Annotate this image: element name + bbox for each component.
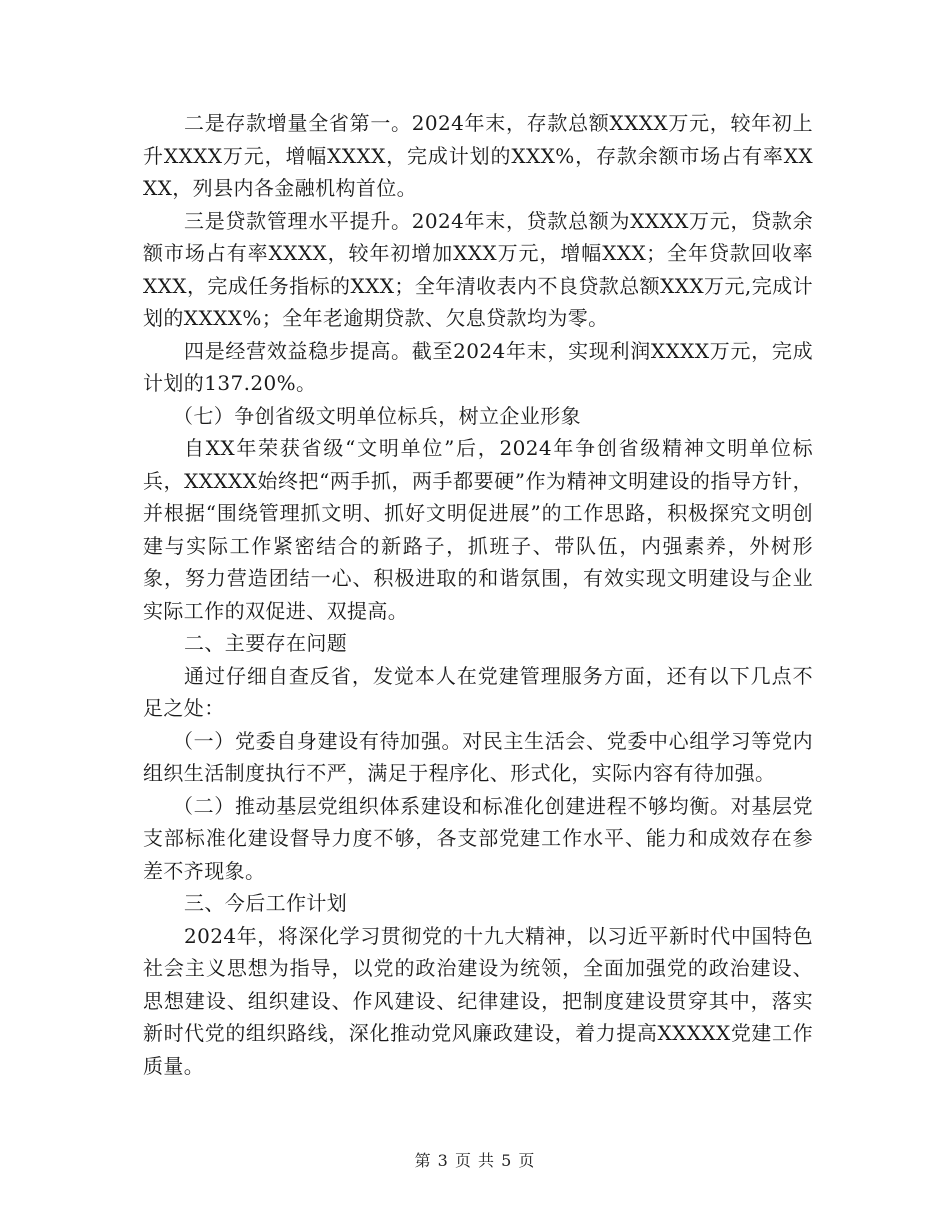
paragraph-deposit-growth: 二是存款增量全省第一。2024年末，存款总额XXXX万元，较年初上升XXXX万元，增幅XXXX，完成计划的XXX%，存款余额市场占有率XXXX，列县内各金融机构首位。	[143, 111, 813, 200]
section-heading-civilization: （七）争创省级文明单位标兵，树立企业形象	[173, 403, 581, 428]
page-number: 第 3 页 共 5 页	[414, 1151, 536, 1170]
paragraph-civilization: 自XX年荣获省级“文明单位”后，2024年争创省级精神文明单位标兵，XXXXX始终把“两手抓，两手都要硬”作为精神文明建设的指导方针，并根据“围绕管理抓文明、抓好文明促进展”的工作思路，积极探究文明创建与实际工作紧密结合的新路子，抓班子、带队伍，内强素养，外树形象，努力营造团结一心、积极进取的和谐氛围，有效实现文明建设与企业实际工作的双促进、双提高。	[143, 436, 813, 623]
section-heading-plan: 三、今后工作计划	[184, 891, 348, 915]
paragraph-problem-two: （二）推动基层党组织体系建设和标准化创建进程不够均衡。对基层党支部标准化建设督导力度不够，各支部党建工作水平、能力和成效存在参差不齐现象。	[143, 793, 813, 883]
paragraph-plan: 2024年，将深化学习贯彻党的十九大精神，以习近平新时代中国特色社会主义思想为指导，以党的政治建设为统领，全面加强党的政治建设、思想建设、组织建设、作风建设、纪律建设，把制度建设贯穿其中，落实新时代党的组织路线，深化推动党风廉政建设，着力提高XXXXX党建工作质量。	[143, 923, 813, 1078]
paragraph-problem-one: （一）党委自身建设有待加强。对民主生活会、党委中心组学习等党内组织生活制度执行不严，满足于程序化、形式化，实际内容有待加强。	[143, 728, 813, 785]
paragraph-self-review: 通过仔细自查反省，发觉本人在党建管理服务方面，还有以下几点不足之处：	[143, 663, 813, 720]
document-body	[143, 107, 813, 1082]
paragraph-profit: 四是经营效益稳步提高。截至2024年末，实现利润XXXX万元，完成计划的137.20%。	[143, 338, 813, 395]
paragraph-loan-management: 三是贷款管理水平提升。2024年末，贷款总额为XXXX万元，贷款余额市场占有率XXXX，较年初增加XXX万元，增幅XXX；全年贷款回收率XXX，完成任务指标的XXX；全年清收表内不良贷款总额XXX万元,完成计划的XXXX%；全年老逾期贷款、欠息贷款均为零。	[143, 208, 813, 330]
section-heading-problems: 二、主要存在问题	[184, 631, 348, 655]
